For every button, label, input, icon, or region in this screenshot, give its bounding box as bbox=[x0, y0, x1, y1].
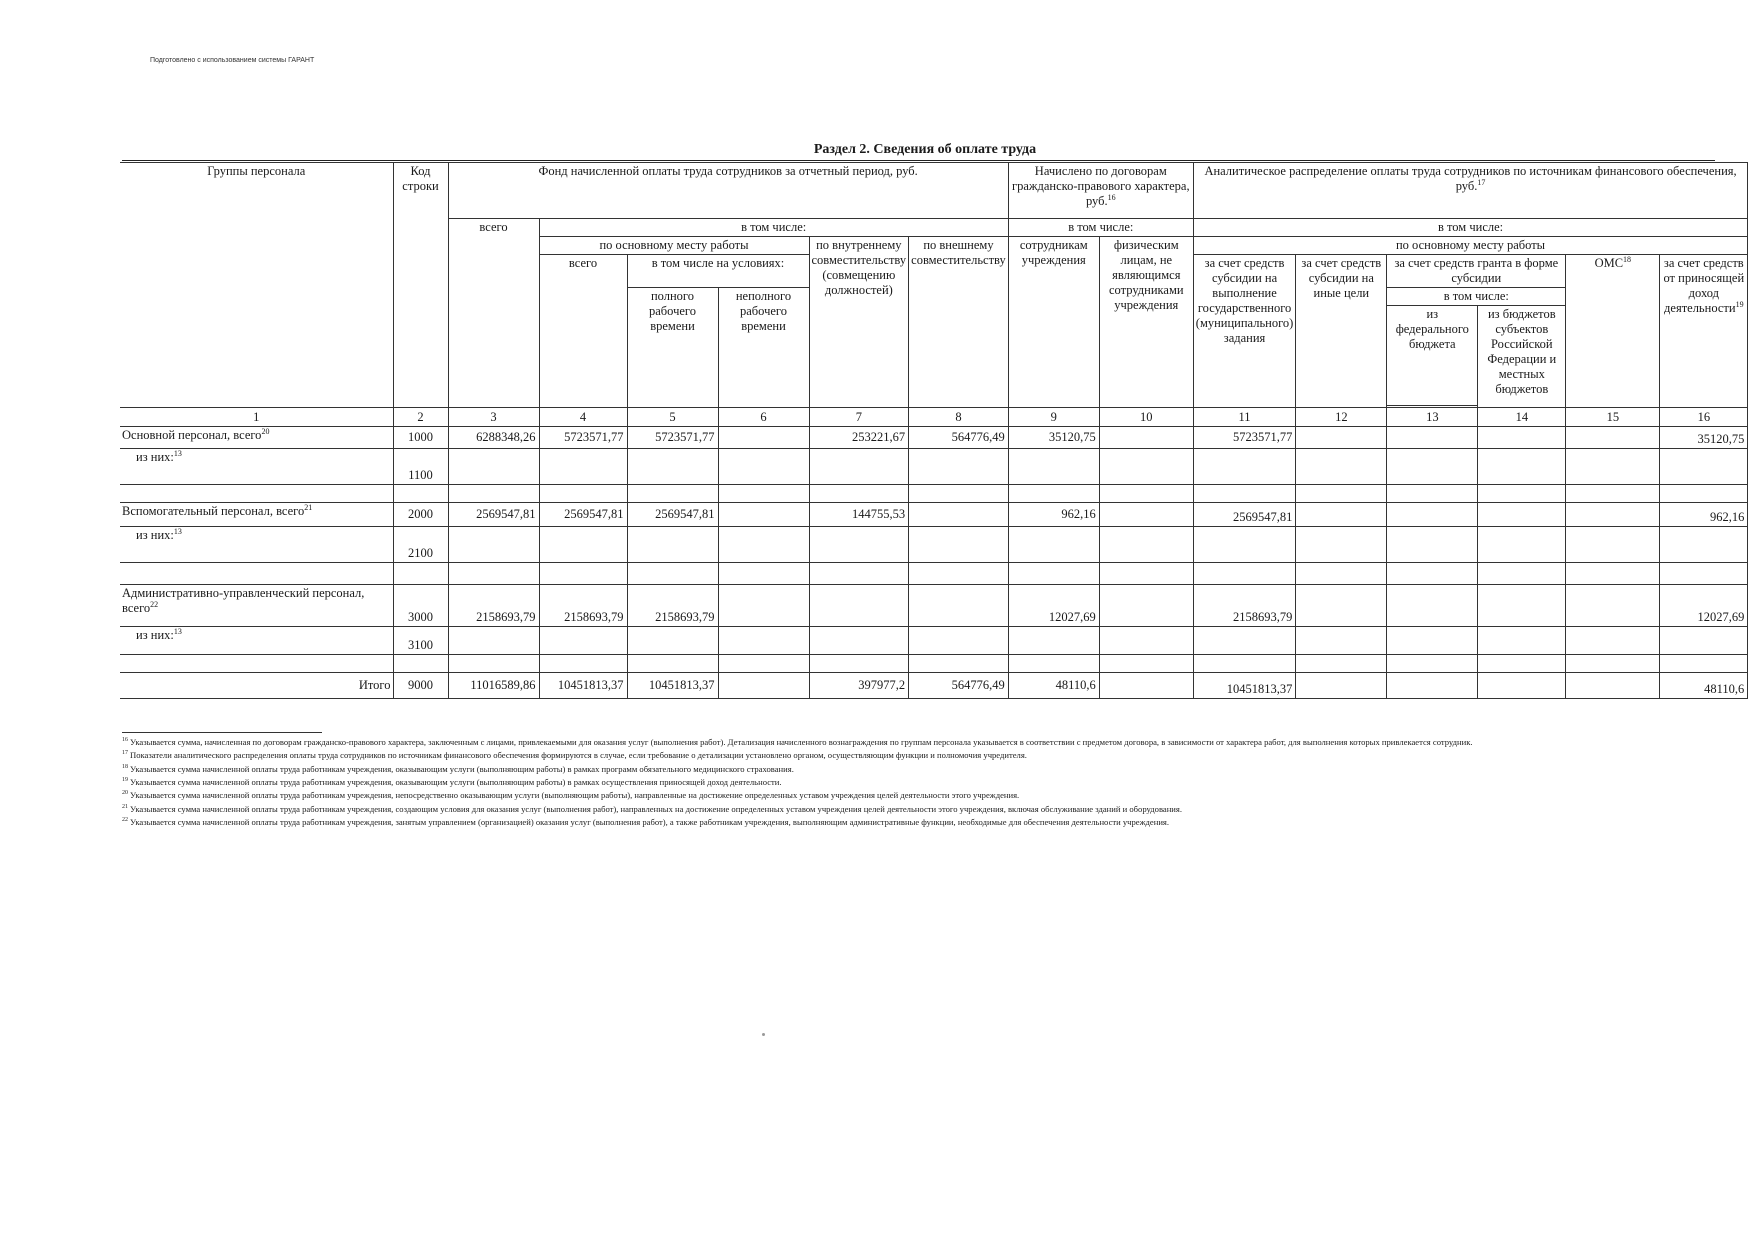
cell-c8 bbox=[909, 503, 1009, 527]
cell-c10 bbox=[1099, 427, 1193, 449]
row-label-text: из них: bbox=[136, 528, 174, 542]
cell-c12 bbox=[1296, 585, 1387, 627]
header-fund: Фонд начисленной оплаты труда сотрудников за отчетный период, руб. bbox=[448, 163, 1008, 219]
header-subsidy-task: за счет средств субсидии на выполнение государственного (муниципального) задания bbox=[1193, 255, 1296, 408]
header-employees: сотрудникам учреждения bbox=[1008, 237, 1099, 408]
col-num: 3 bbox=[448, 408, 539, 427]
footnote-num: 19 bbox=[122, 777, 128, 784]
row-label-text: Основной персонал, всего bbox=[122, 428, 262, 442]
cell-c7: 397977,2 bbox=[809, 673, 909, 699]
cell-c9: 35120,75 bbox=[1008, 427, 1099, 449]
cell-c14 bbox=[1478, 673, 1566, 699]
header-income bbox=[1660, 255, 1748, 408]
table-row-2000 bbox=[120, 503, 1748, 527]
row-label-total: Итого bbox=[120, 673, 393, 699]
row-label-sup: 13 bbox=[173, 448, 182, 458]
col-num: 15 bbox=[1566, 408, 1660, 427]
header-incl: в том числе: bbox=[539, 219, 1008, 237]
header-incl-analytic: в том числе: bbox=[1193, 219, 1748, 237]
header-external: по внешнему совместительству bbox=[909, 237, 1009, 408]
footnote-text: Указывается сумма начисленной оплаты труда работникам учреждения, оказывающим услуги (выполняющим работы) в рамках программ обязательного медицинского страхования. bbox=[130, 763, 794, 774]
cell-c13 bbox=[1387, 503, 1478, 527]
row-label bbox=[120, 627, 393, 655]
cell-c15 bbox=[1566, 427, 1660, 449]
footnote-num: 20 bbox=[122, 790, 128, 797]
footnote-text: Указывается сумма начисленной оплаты труда работникам учреждения, оказывающим услуги (выполняющим работы) в рамках осуществления приносящей доход деятельности. bbox=[130, 776, 782, 787]
cell-c7 bbox=[809, 585, 909, 627]
cell-c15 bbox=[1566, 503, 1660, 527]
table-row-3100 bbox=[120, 627, 1748, 655]
header-incl-cond: в том числе на условиях: bbox=[627, 255, 809, 288]
header-total: всего bbox=[448, 219, 539, 408]
table-row-2100 bbox=[120, 527, 1748, 563]
header-federal: из федерального бюджета bbox=[1387, 306, 1478, 406]
footnote-text: Указывается сумма начисленной оплаты труда работникам учреждения, создающим условия для оказания услуг (выполнения работ), направленных на достижение определенных уставом учреждения целей деятельности этого учреждения, включая обслуживание зданий и оборудования. bbox=[130, 803, 1183, 814]
footnote-text: Показатели аналитического распределения оплаты труда сотрудников по источникам финансового обеспечения формируются в случае, если требование о детализации установлено органом, осуществляющим функции и полномочия учредителя. bbox=[130, 750, 1027, 761]
cell-c4: 10451813,37 bbox=[539, 673, 627, 699]
header-oms bbox=[1566, 255, 1660, 408]
column-numbers-row bbox=[120, 408, 1748, 427]
table-row-3000 bbox=[120, 585, 1748, 627]
footnote-rule bbox=[122, 732, 322, 733]
col-num: 16 bbox=[1660, 408, 1748, 427]
cell-c5: 10451813,37 bbox=[627, 673, 718, 699]
row-code: 3000 bbox=[393, 585, 448, 627]
cell-c7: 253221,67 bbox=[809, 427, 909, 449]
header-gph-sup: 16 bbox=[1107, 192, 1116, 202]
cell-c3: 2569547,81 bbox=[448, 503, 539, 527]
cell-c10 bbox=[1099, 673, 1193, 699]
row-code: 1100 bbox=[393, 449, 448, 485]
col-num: 10 bbox=[1099, 408, 1193, 427]
scan-speck bbox=[762, 1033, 765, 1036]
cell-c9: 12027,69 bbox=[1008, 585, 1099, 627]
table-row-1000 bbox=[120, 427, 1748, 449]
cell-c11: 2569547,81 bbox=[1193, 503, 1296, 527]
cell-c8: 564776,49 bbox=[909, 427, 1009, 449]
header-analytic-text: Аналитическое распределение оплаты труда сотрудников по источникам финансового обеспечения, руб. bbox=[1204, 164, 1737, 193]
footnote-num: 17 bbox=[122, 750, 128, 757]
cell-c6 bbox=[718, 503, 809, 527]
footnotes bbox=[122, 736, 1682, 829]
col-num: 11 bbox=[1193, 408, 1296, 427]
cell-c5: 2158693,79 bbox=[627, 585, 718, 627]
header-total2: всего bbox=[539, 255, 627, 408]
footnote-22 bbox=[122, 816, 1682, 829]
table-row-spacer bbox=[120, 655, 1748, 673]
footnote-num: 21 bbox=[122, 803, 128, 810]
cell-c16: 962,16 bbox=[1660, 503, 1748, 527]
col-num: 9 bbox=[1008, 408, 1099, 427]
col-num: 6 bbox=[718, 408, 809, 427]
cell-c8 bbox=[909, 585, 1009, 627]
cell-c3: 6288348,26 bbox=[448, 427, 539, 449]
header-gph bbox=[1008, 163, 1193, 219]
row-label bbox=[120, 585, 393, 627]
cell-c11: 5723571,77 bbox=[1193, 427, 1296, 449]
header-gph-text: Начислено по договорам гражданско-правового характера, руб. bbox=[1011, 164, 1190, 208]
row-label-text: Административно-управленческий персонал, всего bbox=[122, 586, 365, 615]
header-main-place: по основному месту работы bbox=[539, 237, 809, 255]
header-income-text: за счет средств от приносящей доход деятельности bbox=[1663, 256, 1745, 315]
header-analytic-sup: 17 bbox=[1477, 177, 1486, 187]
header-incl-gph: в том числе: bbox=[1008, 219, 1193, 237]
cell-c16: 48110,6 bbox=[1660, 673, 1748, 699]
cell-c11: 2158693,79 bbox=[1193, 585, 1296, 627]
cell-c13 bbox=[1387, 427, 1478, 449]
cell-c3: 2158693,79 bbox=[448, 585, 539, 627]
header-code: Код строки bbox=[393, 163, 448, 408]
header-oms-text: ОМС bbox=[1594, 256, 1624, 270]
header-incl-grant: в том числе: bbox=[1387, 288, 1566, 306]
header-internal: по внутреннему совместительству (совмещению должностей) bbox=[809, 237, 909, 408]
table-row-1100 bbox=[120, 449, 1748, 485]
section-title: Раздел 2. Сведения об оплате труда bbox=[813, 142, 1037, 157]
footnote-text: Указывается сумма, начисленная по договорам гражданско-правового характера, заключенным с лицами, привлекаемыми для оказания услуг (выполнения работ). Детализация начисленного вознаграждения по группам персонала указывается в соответствии с предметом договора, в зависимости от характера работ, для выполнения которых привлекается сотрудник. bbox=[130, 737, 1473, 747]
header-phys: физическим лицам, не являющимся сотрудниками учреждения bbox=[1099, 237, 1193, 408]
cell-c4: 5723571,77 bbox=[539, 427, 627, 449]
footnote-num: 16 bbox=[122, 737, 128, 744]
footnote-21 bbox=[122, 803, 1682, 816]
row-code: 1000 bbox=[393, 427, 448, 449]
cell-c6 bbox=[718, 673, 809, 699]
col-num: 12 bbox=[1296, 408, 1387, 427]
cell-c6 bbox=[718, 585, 809, 627]
cell-c14 bbox=[1478, 585, 1566, 627]
table-row-spacer bbox=[120, 563, 1748, 585]
col-num: 13 bbox=[1387, 408, 1478, 427]
cell-c10 bbox=[1099, 503, 1193, 527]
cell-c11: 10451813,37 bbox=[1193, 673, 1296, 699]
cell-c7: 144755,53 bbox=[809, 503, 909, 527]
footnote-18 bbox=[122, 763, 1682, 776]
header-grant: за счет средств гранта в форме субсидии bbox=[1387, 255, 1566, 288]
cell-c6 bbox=[718, 427, 809, 449]
table-row-spacer bbox=[120, 485, 1748, 503]
header-analytic bbox=[1193, 163, 1748, 219]
cell-c14 bbox=[1478, 427, 1566, 449]
header-full: полного рабочего времени bbox=[627, 288, 718, 408]
cell-c4: 2569547,81 bbox=[539, 503, 627, 527]
col-num: 5 bbox=[627, 408, 718, 427]
cell-c9: 962,16 bbox=[1008, 503, 1099, 527]
header-part: неполного рабочего времени bbox=[718, 288, 809, 408]
cell-c13 bbox=[1387, 585, 1478, 627]
row-label-text: из них: bbox=[136, 628, 174, 642]
col-num: 14 bbox=[1478, 408, 1566, 427]
cell-c13 bbox=[1387, 673, 1478, 699]
cell-c14 bbox=[1478, 503, 1566, 527]
footnote-num: 22 bbox=[122, 817, 128, 824]
row-label-text: Вспомогательный персонал, всего bbox=[122, 504, 305, 518]
cell-c15 bbox=[1566, 673, 1660, 699]
header-oms-sup: 18 bbox=[1623, 254, 1632, 264]
cell-c8: 564776,49 bbox=[909, 673, 1009, 699]
row-label-sup: 13 bbox=[173, 526, 182, 536]
col-num: 4 bbox=[539, 408, 627, 427]
col-num: 1 bbox=[120, 408, 393, 427]
cell-c9: 48110,6 bbox=[1008, 673, 1099, 699]
footnote-text: Указывается сумма начисленной оплаты труда работникам учреждения, непосредственно оказывающим услуги (выполняющим работы), направленные на достижение определенных уставом учреждения целей деятельности этого учреждения. bbox=[130, 790, 1020, 801]
table-row-9000 bbox=[120, 673, 1748, 699]
cell-c16: 35120,75 bbox=[1660, 427, 1748, 449]
col-num: 2 bbox=[393, 408, 448, 427]
header-main-place-analytic: по основному месту работы bbox=[1193, 237, 1748, 255]
row-label bbox=[120, 527, 393, 563]
cell-c5: 2569547,81 bbox=[627, 503, 718, 527]
top-rule bbox=[122, 160, 1715, 161]
row-label bbox=[120, 427, 393, 449]
cell-c12 bbox=[1296, 503, 1387, 527]
footnote-16 bbox=[122, 736, 1682, 749]
footnote-17 bbox=[122, 749, 1682, 762]
header-subsidy-other: за счет средств субсидии на иные цели bbox=[1296, 255, 1387, 408]
header-regional: из бюджетов субъектов Российской Федерации и местных бюджетов bbox=[1478, 306, 1566, 408]
row-label-sup: 20 bbox=[261, 426, 270, 436]
header-income-sup: 19 bbox=[1735, 299, 1744, 309]
cell-c3: 11016589,86 bbox=[448, 673, 539, 699]
header-groups: Группы персонала bbox=[120, 163, 393, 408]
payroll-table bbox=[120, 162, 1748, 699]
row-code: 2000 bbox=[393, 503, 448, 527]
footnote-num: 18 bbox=[122, 763, 128, 770]
cell-c16: 12027,69 bbox=[1660, 585, 1748, 627]
row-label bbox=[120, 503, 393, 527]
row-code: 3100 bbox=[393, 627, 448, 655]
row-code: 9000 bbox=[393, 673, 448, 699]
cell-c12 bbox=[1296, 673, 1387, 699]
col-num: 8 bbox=[909, 408, 1009, 427]
row-label-sup: 22 bbox=[150, 599, 159, 609]
col-num: 7 bbox=[809, 408, 909, 427]
row-code: 2100 bbox=[393, 527, 448, 563]
cell-c12 bbox=[1296, 427, 1387, 449]
cell-c4: 2158693,79 bbox=[539, 585, 627, 627]
cell-c5: 5723571,77 bbox=[627, 427, 718, 449]
footnote-text: Указывается сумма начисленной оплаты труда работникам учреждения, занятым управлением (организацией) оказания услуг (выполнения работ), а также работникам учреждения, выполняющим административные функции, необходимые для обеспечения деятельности учреждения. bbox=[130, 816, 1170, 827]
footnote-20 bbox=[122, 789, 1682, 802]
cell-c15 bbox=[1566, 585, 1660, 627]
row-label-sup: 21 bbox=[304, 502, 313, 512]
footnote-19 bbox=[122, 776, 1682, 789]
row-label-text: из них: bbox=[136, 450, 174, 464]
row-label-sup: 13 bbox=[173, 626, 182, 636]
cell-c10 bbox=[1099, 585, 1193, 627]
garant-note: Подготовлено с использованием системы ГАРАНТ bbox=[150, 57, 315, 64]
row-label bbox=[120, 449, 393, 485]
